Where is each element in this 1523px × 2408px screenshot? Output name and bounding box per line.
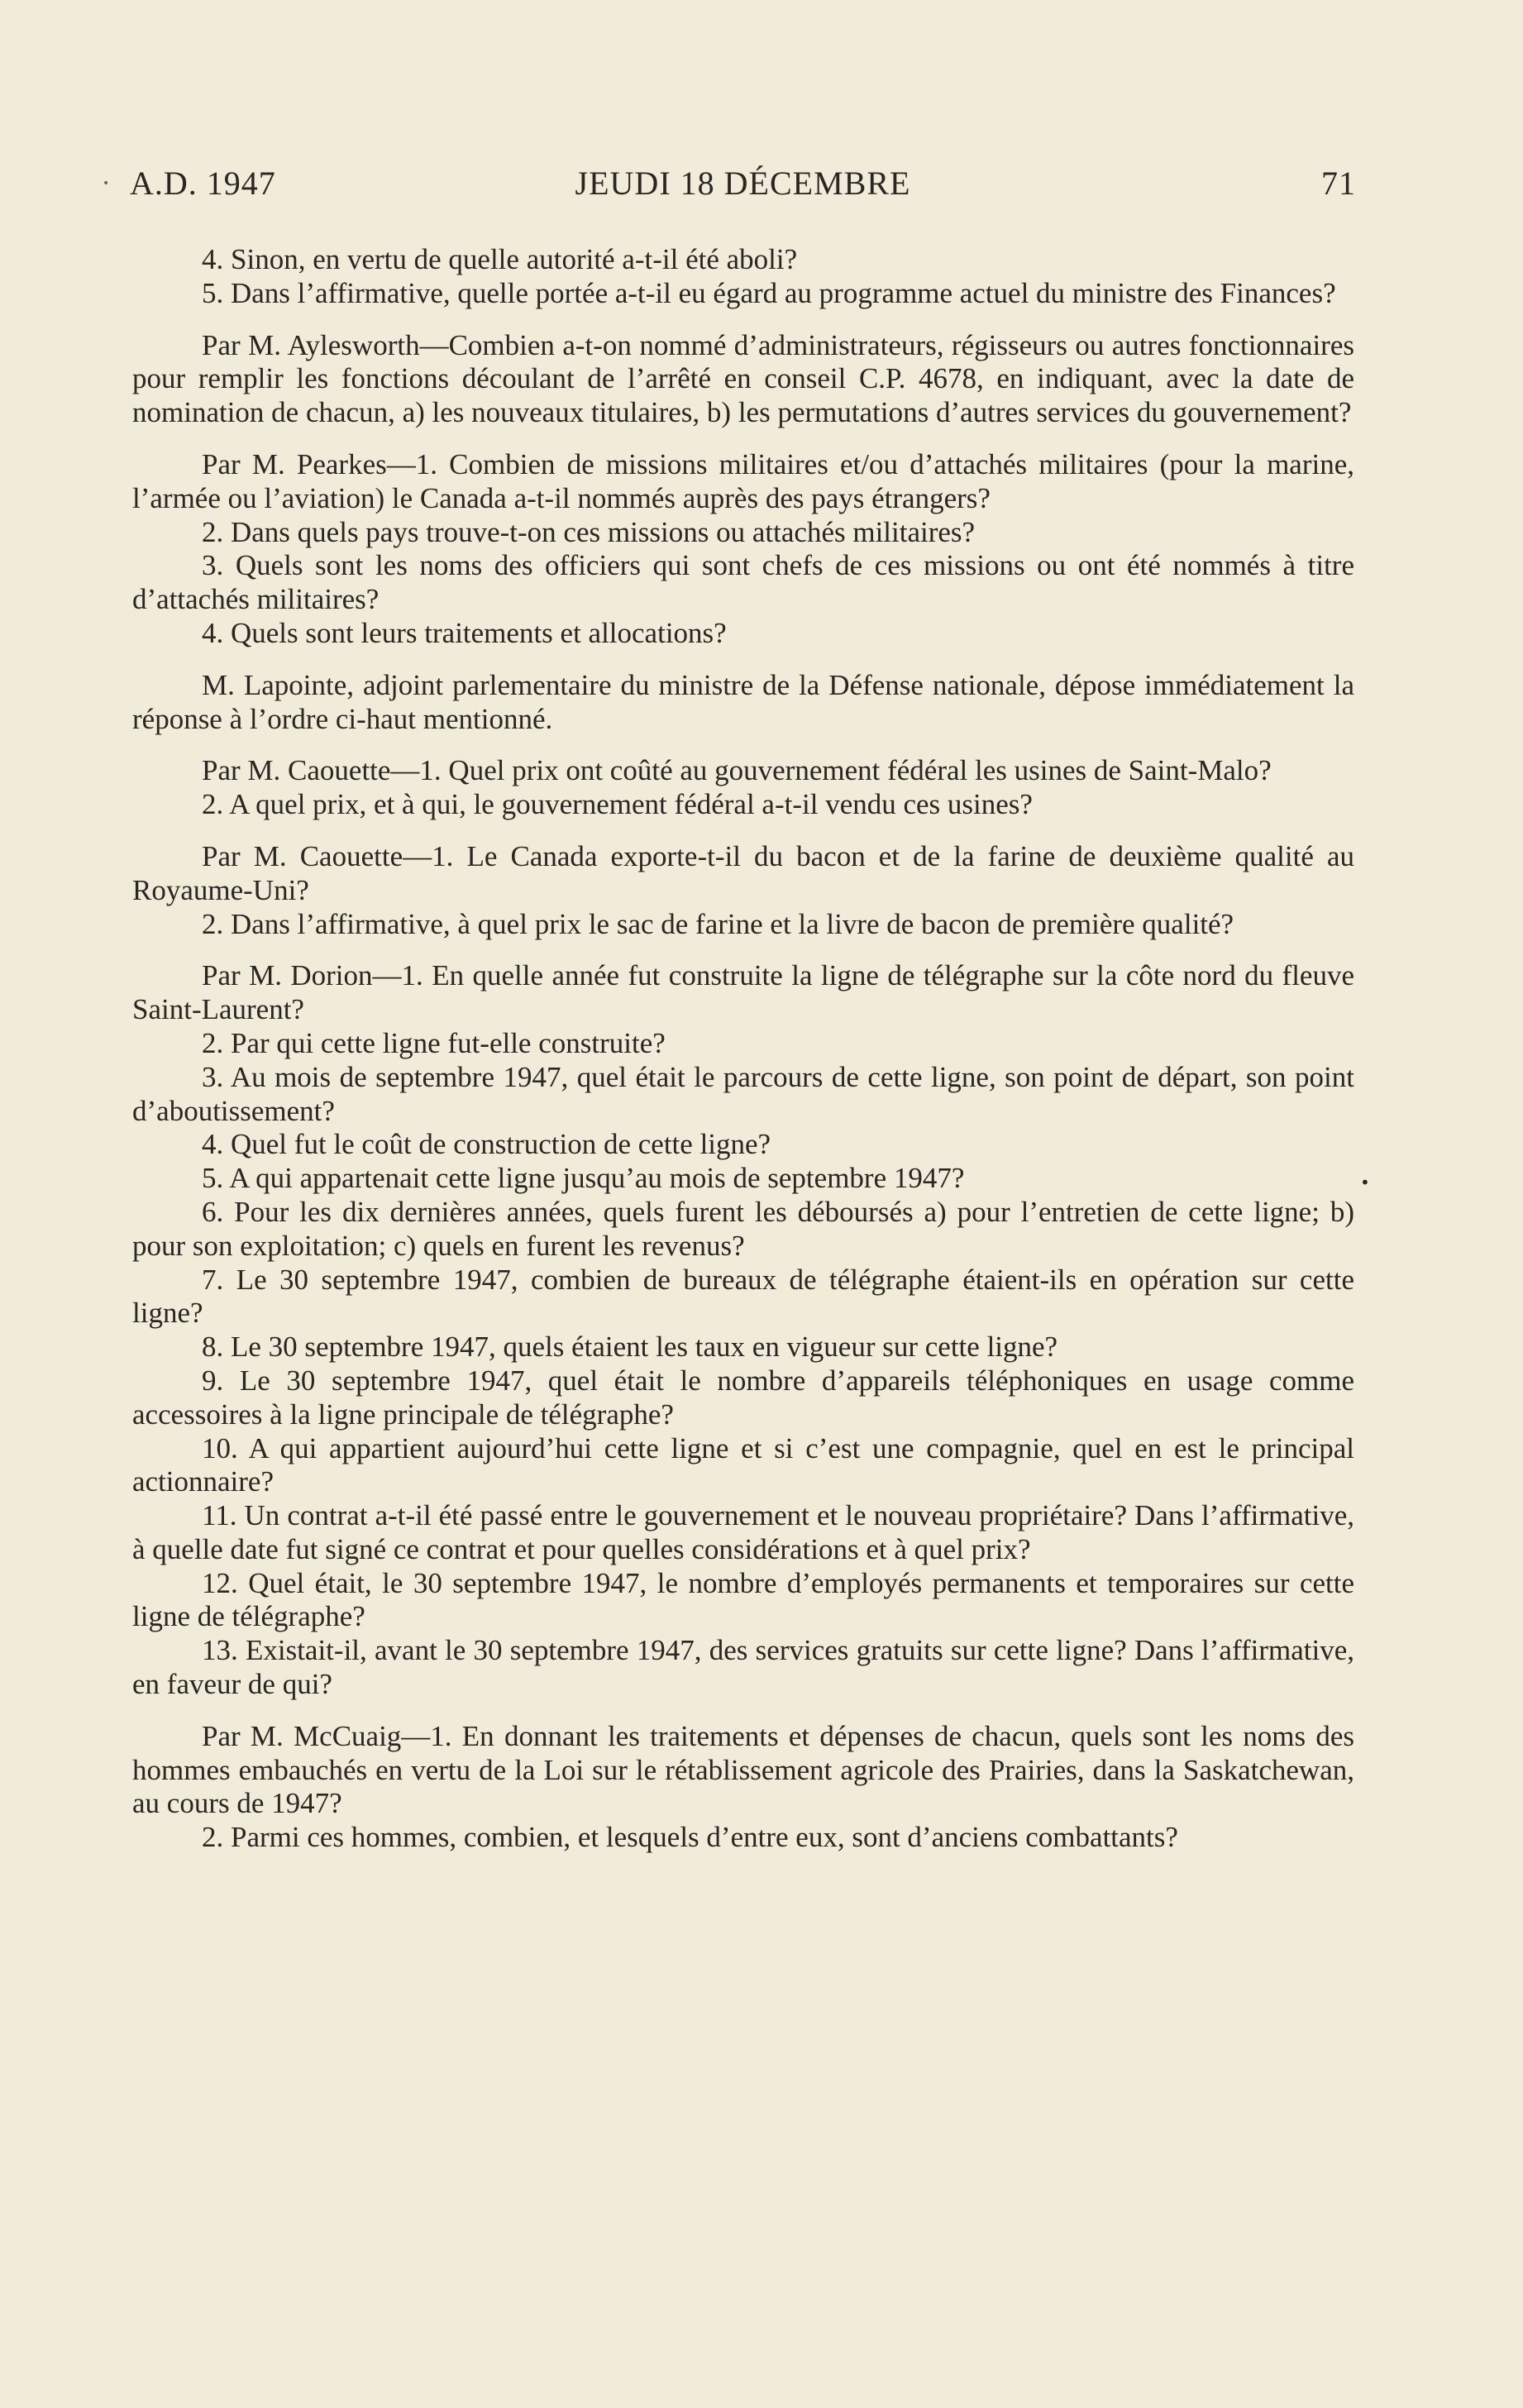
paragraph: Par M. Aylesworth—Combien a-t-on nommé d’administrateurs, régisseurs ou autres fonctionnaires pour remplir les fonctions découlant de l’arrêté en conseil C.P. 4678, en indiquant, avec la date de nomination de chacun, a) les nouveaux titulaires, b) les permutations d’autres services du gouvernement? bbox=[132, 328, 1354, 429]
paragraph: 5. A qui appartenait cette ligne jusqu’au mois de septembre 1947? bbox=[202, 1162, 965, 1195]
paragraph: 12. Quel était, le 30 septembre 1947, le nombre d’employés permanents et temporaires sur cette ligne de télégraphe? bbox=[132, 1566, 1354, 1633]
paragraph: Par M. Caouette—1. Quel prix ont coûté au gouvernement fédéral les usines de Saint-Malo? bbox=[202, 754, 1272, 787]
page-number: 71 bbox=[1321, 165, 1356, 202]
paragraph: 8. Le 30 septembre 1947, quels étaient les taux en vigueur sur cette ligne? bbox=[202, 1331, 1058, 1364]
margin-mark: • bbox=[1360, 1173, 1370, 1192]
paragraph: M. Lapointe, adjoint parlementaire du ministre de la Défense nationale, dépose immédiatement la réponse à l’ordre ci-haut mentionné. bbox=[132, 668, 1354, 735]
paragraph: 5. Dans l’affirmative, quelle portée a-t-il eu égard au programme actuel du ministre des Finances? bbox=[202, 276, 1336, 309]
paragraph: Par M. Caouette—1. Le Canada exporte-t-il du bacon et de la farine de deuxième qualité au Royaume-Uni? bbox=[132, 839, 1354, 906]
paragraph: 6. Pour les dix dernières années, quels furent les déboursés a) pour l’entretien de cette ligne; b) pour son exploitation; c) quels en furent les revenus? bbox=[132, 1195, 1354, 1262]
paragraph: Par M. Dorion—1. En quelle année fut construite la ligne de télégraphe sur la côte nord du fleuve Saint-Laurent? bbox=[132, 959, 1354, 1026]
paragraph: 3. Au mois de septembre 1947, quel était le parcours de cette ligne, son point de départ, son point d’aboutissement? bbox=[132, 1060, 1354, 1127]
header-date: JEUDI 18 DÉCEMBRE bbox=[575, 165, 911, 202]
paragraph: 2. Dans l’affirmative, à quel prix le sac de farine et la livre de bacon de première qualité? bbox=[202, 907, 1234, 940]
paragraph: 11. Un contrat a-t-il été passé entre le gouvernement et le nouveau propriétaire? Dans l’affirmative, à quelle date fut signé ce contrat et pour quelles considérations et à quel prix? bbox=[132, 1499, 1354, 1565]
paragraph: 3. Quels sont les noms des officiers qui sont chefs de ces missions ou ont été nommés à titre d’attachés militaires? bbox=[132, 549, 1354, 616]
paragraph: Par M. McCuaig—1. En donnant les traitements et dépenses de chacun, quels sont les noms des hommes embauchés en vertu de la Loi sur le rétablissement agricole des Prairies, dans la Saskatchewan, au cours de 1947? bbox=[132, 1719, 1354, 1820]
paragraph: 2. A quel prix, et à qui, le gouvernement fédéral a-t-il vendu ces usines? bbox=[202, 788, 1033, 821]
paragraph: Par M. Pearkes—1. Combien de missions militaires et/ou d’attachés militaires (pour la marine, l’armée ou l’aviation) le Canada a-t-il nommés auprès des pays étrangers? bbox=[132, 447, 1354, 514]
paragraph: 10. A qui appartient aujourd’hui cette ligne et si c’est une compagnie, quel en est le principal actionnaire? bbox=[132, 1431, 1354, 1498]
paragraph: 9. Le 30 septembre 1947, quel était le nombre d’appareils téléphoniques en usage comme accessoires à la ligne principale de télégraphe? bbox=[132, 1364, 1354, 1431]
paragraph: 4. Sinon, en vertu de quelle autorité a-t-il été aboli? bbox=[202, 243, 798, 275]
header-year: A.D. 1947 bbox=[130, 165, 276, 202]
paragraph: 4. Quel fut le coût de construction de cette ligne? bbox=[202, 1128, 771, 1161]
paragraph: 13. Existait-il, avant le 30 septembre 1947, des services gratuits sur cette ligne? Dans l’affirmative, en faveur de qui? bbox=[132, 1634, 1354, 1701]
paragraph: 2. Par qui cette ligne fut-elle construite? bbox=[202, 1026, 666, 1059]
paragraph: 7. Le 30 septembre 1947, combien de bureaux de télégraphe étaient-ils en opération sur cette ligne? bbox=[132, 1263, 1354, 1330]
document-body bbox=[132, 243, 1354, 1855]
margin-dot: • bbox=[103, 177, 110, 190]
paragraph: 2. Parmi ces hommes, combien, et lesquels d’entre eux, sont d’anciens combattants? bbox=[202, 1821, 1178, 1854]
paragraph: 4. Quels sont leurs traitements et allocations? bbox=[202, 616, 727, 649]
running-header bbox=[130, 164, 1356, 205]
paragraph: 2. Dans quels pays trouve-t-on ces missions ou attachés militaires? bbox=[202, 515, 976, 548]
